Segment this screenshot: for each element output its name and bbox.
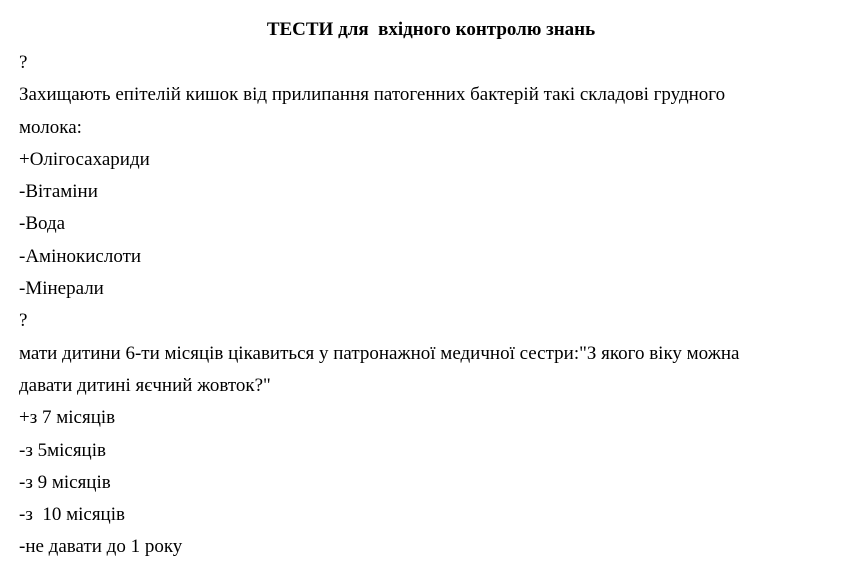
answer-option-correct: +з 7 місяців bbox=[19, 407, 116, 429]
answer-option: -не давати до 1 року bbox=[19, 536, 183, 558]
question-text-line: Захищають епітелій кишок від прилипання патогенних бактерій такі складові грудного bbox=[19, 84, 726, 106]
question-marker: ? bbox=[19, 52, 28, 73]
answer-option: -з 5місяців bbox=[19, 439, 106, 461]
answer-option: -Вітаміни bbox=[19, 181, 98, 203]
test-content bbox=[19, 51, 841, 568]
answer-option: -Мінерали bbox=[19, 278, 104, 300]
answer-option: -з 9 місяців bbox=[19, 471, 111, 493]
question-text-line: давати дитині яєчний жовток?" bbox=[19, 374, 271, 396]
question-text-line: молока: bbox=[19, 116, 82, 138]
question-text-line: мати дитини 6-ти місяців цікавиться у патронажної медичної сестри:"З якого віку можна bbox=[19, 342, 740, 364]
question-marker: ? bbox=[19, 310, 28, 332]
answer-option: -Вода bbox=[19, 213, 66, 235]
document-title: ТЕСТИ для вхідного контролю знань bbox=[266, 19, 596, 40]
answer-option-correct: +Олігосахариди bbox=[19, 148, 150, 170]
answer-option: -з 10 місяців bbox=[19, 504, 125, 526]
answer-option: -Амінокислоти bbox=[19, 245, 142, 267]
